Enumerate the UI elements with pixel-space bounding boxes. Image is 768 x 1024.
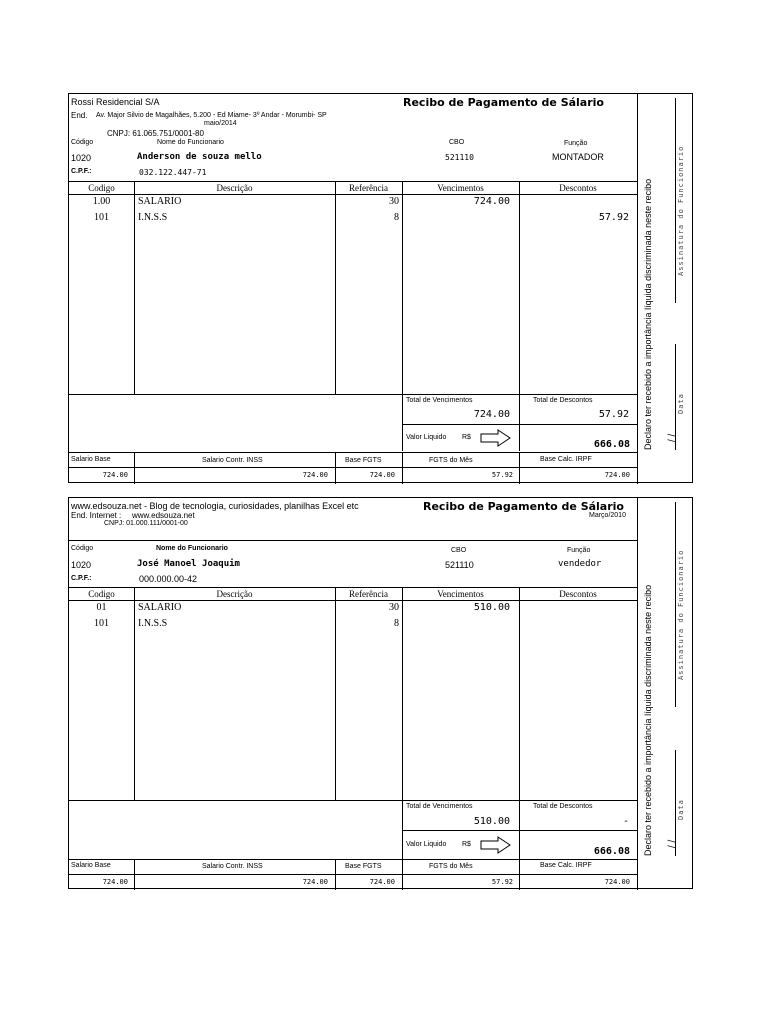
item-reference: 8: [394, 212, 399, 223]
total-earnings: 510.00: [473, 816, 510, 827]
company-name: Rossi Residencial S/A: [71, 97, 160, 107]
fgts-base-value: 724.00: [369, 471, 395, 479]
irpf-base-label: Base Calc. IRPF: [540, 456, 592, 463]
item-code: 01: [96, 602, 107, 613]
inss-salary-value: 724.00: [302, 471, 328, 479]
fgts-base-value: 724.00: [369, 878, 395, 886]
currency-label: R$: [462, 434, 471, 441]
receipt-title: Recibo de Pagamento de Sálario: [403, 96, 604, 109]
currency-label: R$: [462, 841, 471, 848]
employee-cpf: 000.000.00-42: [139, 574, 198, 584]
fgts-base-label: Base FGTS: [345, 457, 382, 464]
employee-name-label: Nome do Funcionario: [157, 139, 224, 146]
column-header-description: Descrição: [216, 589, 253, 599]
total-deductions-label: Total de Descontos: [533, 803, 593, 810]
item-description: SALARIO: [138, 602, 182, 613]
company-address: www.edsouza.net: [132, 511, 195, 520]
base-salary-label: Salario Base: [71, 456, 111, 463]
column-header-earnings: Vencimentos: [437, 183, 484, 193]
total-deductions-label: Total de Descontos: [533, 397, 593, 404]
employee-cbo: 521110: [445, 560, 474, 570]
total-earnings-label: Total de Vencimentos: [406, 803, 473, 810]
item-description: SALARIO: [138, 196, 182, 207]
column-header-reference: Referência: [349, 183, 388, 193]
fgts-month-label: FGTS do Mês: [429, 457, 473, 464]
address-label: End.: [71, 111, 88, 120]
item-code: 101: [94, 618, 109, 629]
code-label: Código: [71, 545, 94, 552]
cbo-label: CBO: [451, 547, 467, 554]
item-description: I.N.S.S: [138, 618, 168, 629]
fgts-month-label: FGTS do Mês: [429, 863, 473, 870]
net-value-label: Valor Liquido: [406, 434, 447, 441]
company-cnpj: CNPJ: 61.065.751/0001-80: [107, 129, 204, 138]
item-earnings: 510.00: [473, 602, 510, 613]
date-slashes: / /: [667, 433, 678, 442]
column-header-code: Codigo: [88, 589, 115, 599]
net-value: 666.08: [593, 439, 630, 450]
employee-function: vendedor: [558, 559, 602, 569]
cpf-label: C.P.F.:: [71, 168, 92, 175]
employee-function: MONTADOR: [552, 152, 604, 162]
item-deductions: 57.92: [598, 212, 629, 223]
fgts-month-value: 57.92: [491, 471, 513, 479]
base-salary-value: 724.00: [102, 878, 128, 886]
column-header-deductions: Descontos: [559, 589, 597, 599]
employee-name: José Manoel Joaquim: [137, 559, 240, 569]
address-label: End. Internet :: [71, 511, 122, 520]
base-salary-label: Salario Base: [71, 862, 111, 869]
item-description: I.N.S.S: [138, 212, 168, 223]
total-earnings-label: Total de Vencimentos: [406, 397, 473, 404]
fgts-base-label: Base FGTS: [345, 863, 382, 870]
total-deductions: 57.92: [598, 409, 629, 420]
employee-cpf: 032.122.447-71: [139, 168, 207, 177]
payslip-2: [68, 497, 693, 889]
employee-name: Anderson de souza mello: [137, 152, 262, 162]
date-label: Data: [677, 799, 685, 820]
irpf-base-label: Base Calc. IRPF: [540, 862, 592, 869]
cbo-label: CBO: [449, 139, 465, 146]
company-cnpj: CNPJ: 01.000.111/0001-00: [104, 520, 188, 527]
receipt-declaration: Declaro ter recebido a importância líquida discriminada neste recibo: [643, 584, 653, 856]
column-header-deductions: Descontos: [559, 183, 597, 193]
arrow-right-icon: [480, 429, 512, 447]
irpf-base-value: 724.00: [604, 471, 630, 479]
code-label: Código: [71, 139, 94, 146]
receipt-title: Recibo de Pagamento de Sálario: [423, 500, 624, 513]
employee-name-label: Nome do Funcionario: [156, 545, 228, 552]
employee-code: 1020: [71, 153, 92, 163]
payroll-period: maio/2014: [204, 120, 237, 127]
item-code: 1.00: [92, 196, 111, 207]
company-address: Av. Major Silvio de Magalhães, 5.200 - Ed Miame- 3º Andar - Morumbi- SP: [96, 112, 327, 119]
receipt-declaration: Declaro ter recebido a importância líquida discriminada neste recibo: [643, 178, 653, 450]
net-value: 666.08: [593, 846, 630, 857]
item-earnings: 724.00: [473, 196, 510, 207]
base-salary-value: 724.00: [102, 471, 128, 479]
signature-label: Assinatura do Funcionario: [677, 145, 685, 276]
employee-cbo: 521110: [445, 153, 474, 162]
payroll-period: Março/2010: [589, 512, 626, 519]
date-label: Data: [677, 393, 685, 414]
signature-line: [675, 98, 676, 303]
column-header-earnings: Vencimentos: [437, 589, 484, 599]
inss-salary-value: 724.00: [302, 878, 328, 886]
function-label: Função: [564, 140, 588, 147]
irpf-base-value: 724.00: [604, 878, 630, 886]
column-header-reference: Referência: [349, 589, 388, 599]
item-reference: 30: [389, 602, 399, 613]
inss-salary-label: Salario Contr. INSS: [202, 863, 263, 870]
payslip-1: [68, 93, 693, 483]
total-deductions: -: [622, 816, 629, 827]
employee-code: 1020: [71, 560, 92, 570]
item-code: 101: [94, 212, 109, 223]
date-slashes: / /: [667, 839, 678, 848]
signature-label: Assinatura do Funcionario: [677, 549, 685, 680]
net-value-label: Valor Liquido: [406, 841, 447, 848]
fgts-month-value: 57.92: [491, 878, 513, 886]
item-reference: 30: [389, 196, 399, 207]
arrow-right-icon: [480, 836, 512, 854]
cpf-label: C.P.F.:: [71, 575, 92, 582]
item-reference: 8: [394, 618, 399, 629]
function-label: Função: [567, 547, 591, 554]
signature-line: [675, 502, 676, 707]
column-header-description: Descrição: [216, 183, 253, 193]
column-header-code: Codigo: [88, 183, 115, 193]
inss-salary-label: Salario Contr. INSS: [202, 457, 263, 464]
company-name: www.edsouza.net - Blog de tecnologia, curiosidades, planilhas Excel etc: [71, 501, 359, 511]
total-earnings: 724.00: [473, 409, 510, 420]
